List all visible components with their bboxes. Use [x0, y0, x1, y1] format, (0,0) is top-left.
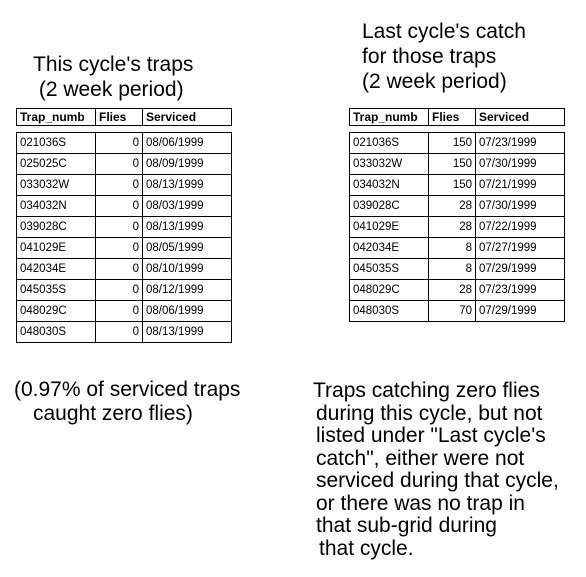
table-row — [350, 133, 564, 154]
right-table-body — [349, 132, 565, 322]
flies-cell: 28 — [429, 196, 476, 216]
table-row — [17, 280, 231, 301]
table-row — [17, 322, 231, 343]
table-row — [350, 175, 564, 196]
column-header-flies: Flies — [96, 109, 143, 125]
flies-cell: 0 — [96, 301, 143, 321]
table-row — [17, 301, 231, 322]
table-row — [350, 217, 564, 238]
serviced-date-cell: 07/23/1999 — [479, 137, 537, 149]
left-heading-line1: This cycle's traps — [33, 53, 194, 76]
serviced-date-cell: 07/23/1999 — [479, 284, 537, 296]
serviced-date-cell: 07/29/1999 — [479, 263, 537, 275]
table-row — [350, 301, 564, 322]
trap-number-cell: 034032N — [350, 175, 429, 195]
flies-cell: 150 — [429, 175, 476, 195]
table-row — [17, 259, 231, 280]
serviced-date-cell: 07/30/1999 — [479, 158, 537, 170]
flies-cell: 0 — [96, 238, 143, 258]
table-row — [350, 196, 564, 217]
trap-number-cell: 045035S — [350, 259, 429, 279]
table-row — [17, 217, 231, 238]
serviced-date-cell: 08/05/1999 — [146, 242, 204, 254]
serviced-date-cell: 08/06/1999 — [146, 305, 204, 317]
table-row — [17, 196, 231, 217]
serviced-date-cell: 07/27/1999 — [479, 242, 537, 254]
trap-number-cell: 048029C — [350, 280, 429, 300]
flies-cell: 28 — [429, 217, 476, 237]
trap-number-cell: 048030S — [350, 301, 429, 321]
table-row — [17, 133, 231, 154]
left-heading-line2: (2 week period) — [33, 78, 184, 101]
trap-number-cell: 042034E — [350, 238, 429, 258]
table-row — [350, 259, 564, 280]
flies-cell: 0 — [96, 259, 143, 279]
trap-number-cell: 042034E — [17, 259, 96, 279]
right-note-line: that sub-grid during — [316, 514, 497, 537]
flies-cell: 0 — [96, 217, 143, 237]
right-table-header — [349, 108, 565, 126]
right-note-line: catch", either were not — [316, 446, 525, 470]
flies-cell: 0 — [96, 280, 143, 300]
left-table-body — [16, 132, 232, 343]
serviced-date-cell: 07/29/1999 — [479, 305, 537, 317]
flies-cell: 8 — [429, 259, 476, 279]
trap-number-cell: 048030S — [17, 322, 96, 342]
left-table-header — [16, 108, 232, 126]
serviced-date-cell: 07/30/1999 — [479, 200, 537, 212]
table-row — [350, 280, 564, 301]
flies-cell: 0 — [96, 196, 143, 216]
flies-cell: 0 — [96, 175, 143, 195]
column-header-flies: Flies — [429, 109, 476, 125]
right-heading-line1: Last cycle's catch — [362, 20, 526, 43]
trap-number-cell: 041029E — [17, 238, 96, 258]
serviced-date-cell: 08/06/1999 — [146, 137, 204, 149]
flies-cell: 0 — [96, 133, 143, 153]
table-row — [350, 154, 564, 175]
serviced-date-cell: 08/12/1999 — [146, 284, 204, 296]
flies-cell: 0 — [96, 154, 143, 174]
column-header-serviced: Serviced — [479, 110, 530, 124]
serviced-date-cell: 07/22/1999 — [479, 221, 537, 233]
trap-number-cell: 021036S — [17, 133, 96, 153]
serviced-date-cell: 08/03/1999 — [146, 200, 204, 212]
serviced-date-cell: 07/21/1999 — [479, 179, 537, 191]
left-note-line1: (0.97% of serviced traps — [14, 378, 241, 401]
serviced-date-cell: 08/13/1999 — [146, 179, 204, 191]
trap-number-cell: 048029C — [17, 301, 96, 321]
trap-number-cell: 039028C — [350, 196, 429, 216]
serviced-date-cell: 08/10/1999 — [146, 263, 204, 275]
trap-number-cell: 039028C — [17, 217, 96, 237]
flies-cell: 28 — [429, 280, 476, 300]
right-heading-line3: (2 week period) — [362, 70, 507, 93]
column-header-trap-numb: Trap_numb — [17, 109, 96, 125]
left-note-line2: caught zero flies) — [33, 402, 193, 425]
right-note-line: that cycle. — [319, 536, 414, 560]
table-row — [17, 175, 231, 196]
column-header-serviced: Serviced — [146, 110, 197, 124]
trap-number-cell: 033032W — [17, 175, 96, 195]
flies-cell: 0 — [96, 322, 143, 342]
flies-cell: 150 — [429, 133, 476, 153]
right-note-line: Traps catching zero flies — [313, 379, 540, 402]
flies-cell: 70 — [429, 301, 476, 321]
trap-number-cell: 033032W — [350, 154, 429, 174]
table-row — [17, 238, 231, 259]
right-note-line: serviced during that cycle, — [316, 469, 559, 492]
right-table — [349, 108, 565, 322]
right-note-line: or there was no trap in — [316, 491, 525, 515]
left-table — [16, 108, 232, 343]
serviced-date-cell: 08/09/1999 — [146, 158, 204, 170]
right-note-line: listed under "Last cycle's — [316, 424, 546, 447]
trap-number-cell: 025025C — [17, 154, 96, 174]
table-row — [350, 238, 564, 259]
serviced-date-cell: 08/13/1999 — [146, 326, 204, 338]
serviced-date-cell: 08/13/1999 — [146, 221, 204, 233]
right-note-line: during this cycle, but not — [316, 401, 543, 425]
column-header-trap-numb: Trap_numb — [350, 109, 429, 125]
trap-number-cell: 041029E — [350, 217, 429, 237]
flies-cell: 8 — [429, 238, 476, 258]
right-heading-line2: for those traps — [362, 45, 497, 68]
trap-number-cell: 034032N — [17, 196, 96, 216]
trap-number-cell: 021036S — [350, 133, 429, 153]
table-row — [17, 154, 231, 175]
flies-cell: 150 — [429, 154, 476, 174]
trap-number-cell: 045035S — [17, 280, 96, 300]
